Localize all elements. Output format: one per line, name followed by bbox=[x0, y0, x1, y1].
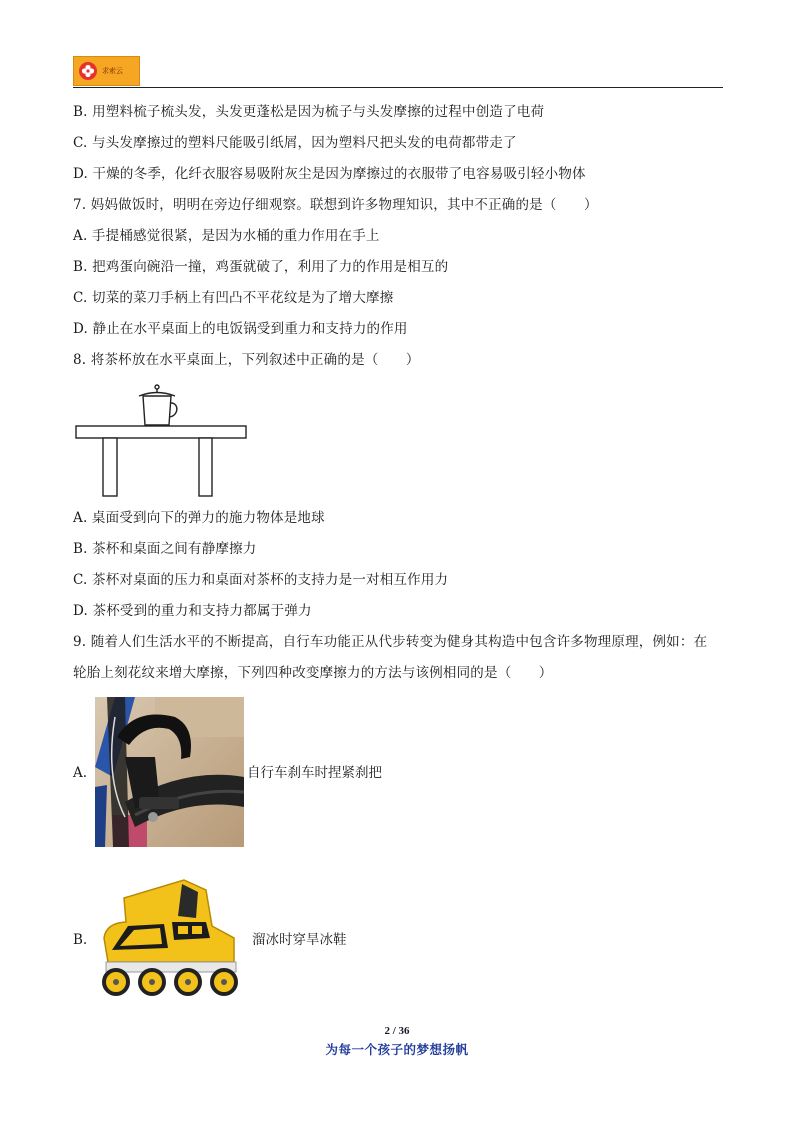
header-divider bbox=[73, 87, 723, 88]
q9-option-b-caption: 溜冰时穿旱冰鞋 bbox=[252, 932, 347, 948]
page-number: 2 / 36 bbox=[384, 1025, 410, 1037]
table-cup-figure bbox=[73, 383, 249, 498]
footer-slogan: 为每一个孩子的梦想扬帆 bbox=[325, 1042, 469, 1057]
q9-option-a-caption: 自行车刹车时捏紧刹把 bbox=[247, 765, 382, 781]
q7-option-d: D. 静止在水平桌面上的电饭锅受到重力和支持力的作用 bbox=[73, 321, 408, 337]
q9-stem-line2: 轮胎上刻花纹来增大摩擦，下列四种改变摩擦力的方法与该例相同的是（ ） bbox=[73, 665, 553, 681]
q7-option-a: A. 手提桶感觉很紧，是因为水桶的重力作用在手上 bbox=[73, 228, 380, 244]
q8-option-a: A. 桌面受到向下的弹力的施力物体是地球 bbox=[73, 510, 325, 526]
q8-option-d: D. 茶杯受到的重力和支持力都属于弹力 bbox=[73, 603, 312, 619]
q7-option-c: C. 切菜的菜刀手柄上有凹凸不平花纹是为了增大摩擦 bbox=[73, 290, 394, 306]
logo-flower-icon bbox=[78, 61, 98, 81]
q8-stem: 8. 将茶杯放在水平桌面上，下列叙述中正确的是（ ） bbox=[73, 352, 420, 368]
q6-option-c: C. 与头发摩擦过的塑料尺能吸引纸屑，因为塑料尺把头发的电荷都带走了 bbox=[73, 135, 517, 151]
q9-option-a-letter: A. bbox=[73, 765, 88, 781]
logo-text: 求索云 bbox=[102, 67, 123, 75]
q6-option-d: D. 干燥的冬季，化纤衣服容易吸附灰尘是因为摩擦过的衣服带了电容易吸引轻小物体 bbox=[73, 166, 586, 182]
q6-option-b: B. 用塑料梳子梳头发，头发更蓬松是因为梳子与头发摩擦的过程中创造了电荷 bbox=[73, 104, 545, 120]
q7-stem: 7. 妈妈做饭时，明明在旁边仔细观察。联想到许多物理知识，其中不正确的是（ ） bbox=[73, 197, 598, 213]
q7-option-b: B. 把鸡蛋向碗沿一撞，鸡蛋就破了，利用了力的作用是相互的 bbox=[73, 259, 449, 275]
bicycle-brake-photo bbox=[95, 697, 244, 847]
q8-option-c: C. 茶杯对桌面的压力和桌面对茶杯的支持力是一对相互作用力 bbox=[73, 572, 449, 588]
q8-option-b: B. 茶杯和桌面之间有静摩擦力 bbox=[73, 541, 257, 557]
inline-skate-photo bbox=[94, 878, 246, 998]
q9-stem-line1: 9. 随着人们生活水平的不断提高，自行车功能正从代步转变为健身其构造中包含许多物理原理，例如：在 bbox=[73, 634, 708, 650]
logo bbox=[73, 56, 140, 86]
q9-option-b-letter: B. bbox=[73, 932, 88, 948]
